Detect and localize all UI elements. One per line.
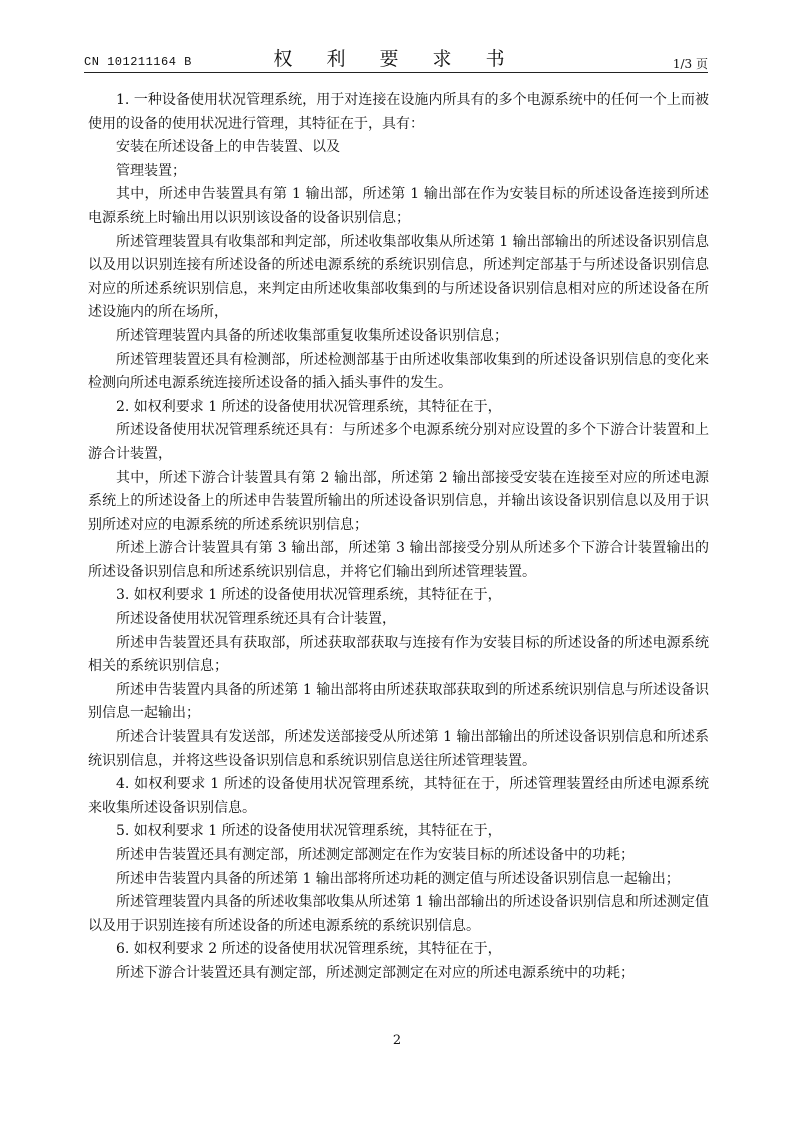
claim-paragraph: 所述管理装置还具有检测部，所述检测部基于由所述收集部收集到的所述设备识别信息的变化来检测向所述电源系统连接所述设备的插入插头事件的发生。 [88, 351, 709, 392]
claim-paragraph: 所述申告装置内具备的所述第 1 输出部将由所述获取部获取到的所述系统识别信息与所述设备识别信息一起输出； [88, 681, 709, 722]
claim-paragraph: 所述下游合计装置还具有测定部，所述测定部测定在对应的所述电源系统中的功耗； [116, 964, 634, 981]
page-number: 2 [392, 1033, 402, 1048]
claim-paragraph: 所述上游合计装置具有第 3 输出部，所述第 3 输出部接受分别从所述多个下游合计装置输出的所述设备识别信息和所述系统识别信息，并将它们输出到所述管理装置。 [88, 540, 709, 580]
page-header [84, 44, 708, 74]
claim-paragraph: 所述管理装置具有收集部和判定部，所述收集部收集从所述第 1 输出部输出的所述设备识别信息以及用以识别连接有所述设备的所述电源系统的系统识别信息，所述判定部基于与所述设备识别信息对应的所述系统识别信息，来判定由所述收集部收集到的与所述设备识别信息相对应的所述设备在所述设施内的所在场所， [88, 233, 709, 321]
claim-paragraph: 所述申告装置还具有获取部，所述获取部获取与连接有作为安装目标的所述设备的所述电源系统相关的系统识别信息； [88, 634, 709, 675]
claim-paragraph: 其中，所述申告装置具有第 1 输出部，所述第 1 输出部在作为安装目标的所述设备连接到所述电源系统上时输出用以识别该设备的设备识别信息； [88, 186, 709, 226]
claim-paragraph: 6. 如权利要求 2 所述的设备使用状况管理系统，其特征在于， [116, 941, 502, 958]
claim-paragraph: 管理装置； [116, 162, 186, 179]
claim-paragraph: 5. 如权利要求 1 所述的设备使用状况管理系统，其特征在于， [116, 823, 502, 840]
page-indicator: 1/3 页 [672, 57, 708, 71]
claim-paragraph: 所述申告装置还具有测定部，所述测定部测定在作为安装目标的所述设备中的功耗； [116, 847, 634, 863]
header-divider [84, 72, 708, 73]
claim-paragraph: 2. 如权利要求 1 所述的设备使用状况管理系统，其特征在于， [116, 398, 502, 415]
claim-paragraph: 其中，所述下游合计装置具有第 2 输出部，所述第 2 输出部接受安装在连接至对应的所述电源系统上的所述设备上的所述申告装置所输出的所述设备识别信息，并输出该设备识别信息以及用于识别所述对应的电源系统的所述系统识别信息； [88, 469, 709, 533]
claim-paragraph: 4. 如权利要求 1 所述的设备使用状况管理系统，其特征在于，所述管理装置经由所述电源系统来收集所述设备识别信息。 [88, 776, 709, 816]
claim-paragraph: 所述管理装置内具备的所述收集部重复收集所述设备识别信息； [116, 327, 508, 344]
claim-paragraph: 所述申告装置内具备的所述第 1 输出部将所述功耗的测定值与所述设备识别信息一起输出； [116, 870, 680, 887]
claim-paragraph: 所述管理装置内具备的所述收集部收集从所述第 1 输出部输出的所述设备识别信息和所述测定值以及用于识别连接有所述设备的所述电源系统的系统识别信息。 [88, 894, 709, 934]
claim-paragraph: 所述设备使用状况管理系统还具有：与所述多个电源系统分别对应设置的多个下游合计装置和上游合计装置， [88, 422, 709, 462]
claim-paragraph: 安装在所述设备上的申告装置、以及 [116, 139, 340, 156]
claim-paragraph: 所述合计装置具有发送部，所述发送部接受从所述第 1 输出部输出的所述设备识别信息和所述系统识别信息，并将这些设备识别信息和系统识别信息送往所述管理装置。 [88, 729, 709, 769]
claim-paragraph: 1. 一种设备使用状况管理系统，用于对连接在设施内所具有的多个电源系统中的任何一个上而被使用的设备的使用状况进行管理，其特征在于，具有： [88, 92, 709, 132]
claims-body [88, 89, 709, 986]
document-number: CN 101211164 B [84, 55, 192, 69]
document-title: 权 利 要 求 书 [273, 48, 519, 70]
claim-paragraph: 所述设备使用状况管理系统还具有合计装置， [116, 611, 396, 628]
claim-paragraph: 3. 如权利要求 1 所述的设备使用状况管理系统，其特征在于， [116, 587, 502, 604]
